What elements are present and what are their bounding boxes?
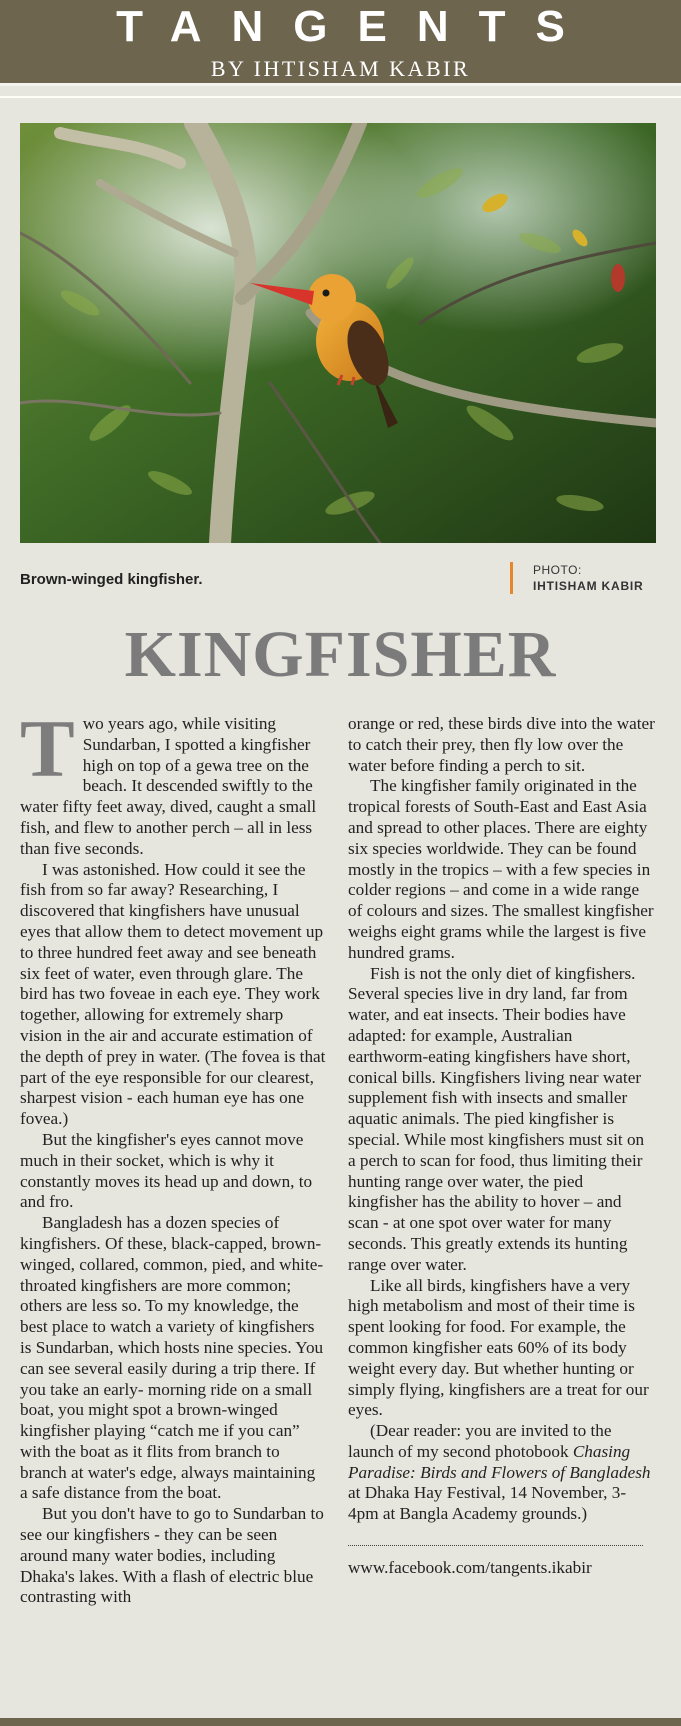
photo-credit — [510, 562, 644, 594]
article-headline: KINGFISHER — [124, 618, 557, 691]
article-column-left — [20, 703, 326, 1608]
kingfisher-illustration — [20, 123, 656, 543]
byline: BY IHTISHAM KABIR — [210, 56, 471, 81]
paragraph-text: wo years ago, while visiting Sundarban, I spotted a kingfisher high on top of a gewa tree on the beach. It descended swiftly to the water fifty feet away, dived, caught a small fish, and flew to another perch – all in less than five seconds. — [20, 714, 317, 858]
paragraph: But you don't have to go to Sundarban to see our kingfishers - they can be seen around many water bodies, including Dhaka's lakes. With a flash of electric blue contrasting with — [20, 1504, 324, 1607]
divider — [0, 96, 681, 98]
paragraph: Like all birds, kingfishers have a very high metabolism and most of their time is spent looking for food. For example, the common kingfisher eats 60% of its body weight every day. But whether hunting or simply flying, kingfishers are a treat for our eyes. — [348, 1275, 649, 1420]
paragraph — [348, 1421, 656, 1525]
paragraph: The kingfisher family originated in the tropical forests of South-East and East Asia and spread to other places. There are eighty six species worldwide. They can be found mostly in the tropics – with a few species in colder regions – and come in a wide range of colours and sizes. The smallest kingfisher weighs eight grams while the largest is five hundred grams. — [348, 776, 654, 962]
article-column-right — [348, 714, 656, 1579]
book-title: Chasing Paradise: Birds and Flowers of Bangladesh — [348, 1441, 651, 1482]
paragraph: But the kingfisher's eyes cannot move much in their socket, which is why it constantly moves its head up and down, to and fro. — [20, 1129, 313, 1212]
facebook-link[interactable]: www.facebook.com/tangents.ikabir — [348, 1558, 592, 1578]
paragraph-text: at Dhaka Hay Festival, 14 November, 3-4pm at Bangla Academy grounds.) — [348, 1483, 627, 1524]
paragraph — [20, 703, 326, 860]
dotted-divider — [348, 1545, 643, 1546]
photo-credit-label: PHOTO: — [533, 563, 582, 577]
photo-credit-name: IHTISHAM KABIR — [533, 579, 644, 593]
paragraph: Bangladesh has a dozen species of kingfishers. Of these, black-capped, brown-winged, collared, common, pied, and white-throated kingfishers are more common; others are less so. To my knowledge, the best place to watch a variety of kingfishers is Sundarban, which hosts nine species. You can see several easily during a trip there. If you take an early- morning ride on a small boat, you might spot a brown-winged kingfisher playing “catch me if you can” with the boat as it flits from branch to branch at water's edge, always maintaining a safe distance from the boat. — [20, 1213, 324, 1503]
drop-cap: T — [20, 703, 75, 794]
photo-caption: Brown-winged kingfisher. — [20, 571, 203, 588]
kingfisher-photo — [20, 123, 656, 543]
paragraph: orange or red, these birds dive into the water to catch their prey, then fly low over the water before finding a perch to sit. — [348, 714, 655, 775]
paragraph-text: (Dear reader: you are invited to the launch of my second photobook — [348, 1421, 612, 1461]
column-title: TANGENTS — [116, 2, 595, 51]
bottom-bar — [0, 1718, 681, 1726]
paragraph: Fish is not the only diet of kingfishers. Several species live in dry land, far from water, and eat insects. Their bodies have adapted: for example, Australian earthworm-eating kingfishers have short, conical bills. Kingfishers living near water supplement fish with insects and smaller aquatic animals. The pied kingfisher is special. While most kingfishers must sit on a perch to scan for food, thus limiting their hunting range over water, the pied kingfisher has the ability to hover – and scan - at one spot over water for many seconds. This greatly extends its hunting range over water. — [348, 963, 645, 1274]
masthead — [0, 0, 681, 86]
paragraph: I was astonished. How could it see the fish from so far away? Researching, I discovered that kingfishers have unusual eyes that allow them to detect movement up to three hundred feet away and see beneath six feet of water, even through glare. The bird has two foveae in each eye. They work together, allowing for extremely sharp vision in the air and accurate estimation of the depth of prey in water. (The fovea is that part of the eye responsible for our clearest, sharpest vision - each human eye has one fovea.) — [20, 859, 326, 1129]
